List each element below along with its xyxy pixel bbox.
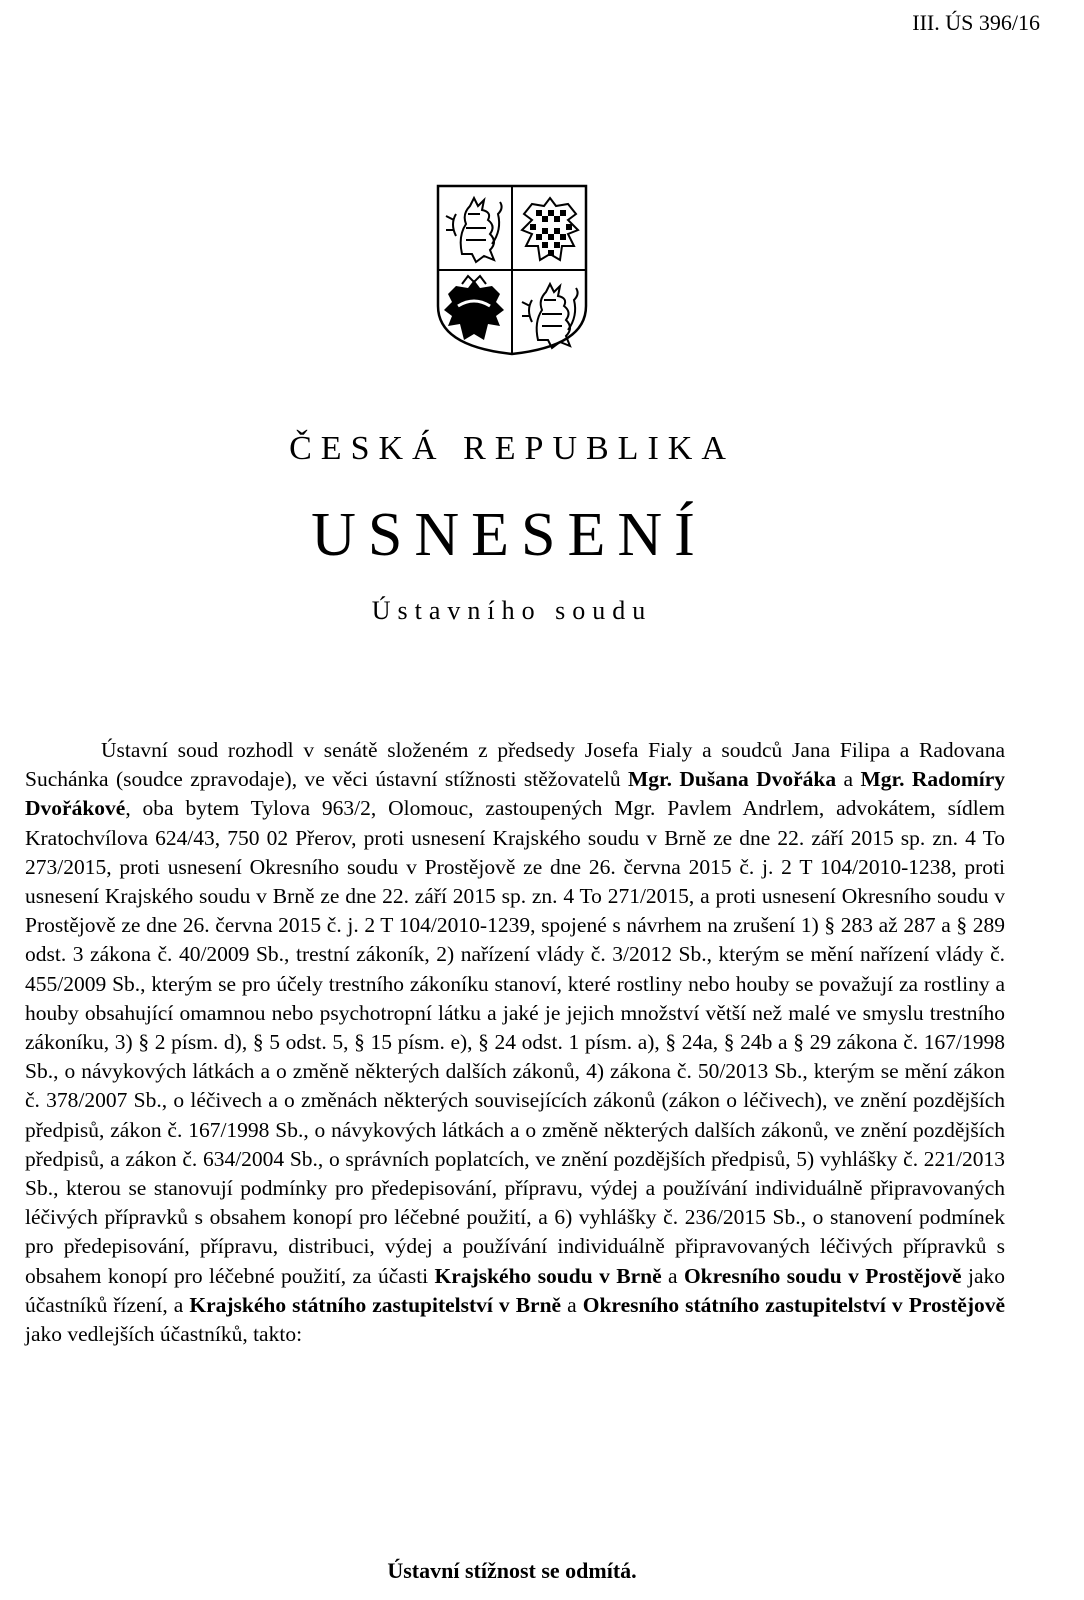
decision-preamble	[25, 736, 1005, 1349]
preamble-text: , oba bytem Tylova 963/2, Olomouc, zastoupených Mgr. Pavlem Andrlem, advokátem, sídlem Kratochvílova 624/43, 750 02 Přerov, proti usnesení Krajského soudu v Brně ze dne 22. září 2015 sp. zn. 4 To 273/2015, proti usnesení Okresního soudu v Prostějově ze dne 26. června 2015 č. j. 2 T 104/2010-1238, proti usnesení Krajského soudu v Brně ze dne 22. září 2015 sp. zn. 4 To 271/2015, a proti usnesení Okresního soudu v Prostějově ze dne 26. června 2015 č. j. 2 T 104/2010-1239, spojené s návrhem na zrušení 1) § 283 až 287 a § 289 odst. 3 zákona č. 40/2009 Sb., trestní zákoník, 2) nařízení vlády č. 3/2012 Sb., kterým se mění nařízení vlády č. 455/2009 Sb., kterým se pro účely trestního zákoníku stanoví, které rostliny nebo houby se považují za rostliny a houby obsahující omamnou nebo psychotropní látku a jaké je jejich množství větší než malé ve smyslu trestního zákoníku, 3) § 2 písm. d), § 5 odst. 5, § 15 písm. e), § 24 odst. 1 písm. a), § 24a, § 24b a § 29 zákona č. 167/1998 Sb., o návykových látkách a o změně některých dalších zákonů, 4) zákona č. 50/2013 Sb., kterým se mění zákon č. 378/2007 Sb., o léčivech a o změnách některých souvisejících zákonů (zákon o léčivech), ve znění pozdějších předpisů, zákon č. 167/1998 Sb., o návykových látkách a o změně některých dalších zákonů, ve znění pozdějších předpisů, a zákon č. 634/2004 Sb., o správních poplatcích, ve znění pozdějších předpisů, 5) vyhlášky č. 221/2013 Sb., kterou se stanovují podmínky pro předepisování, přípravu, výdej a používání individuálně připravovaných léčivých přípravků s obsahem konopí pro léčebné použití, a 6) vyhlášky č. 236/2015 Sb., o stanovení podmínek pro předepisování, přípravu, distribuci, výdej a používání individuálně připravovaných léčivých přípravků s obsahem konopí pro léčebné použití, za účasti	[25, 796, 1005, 1288]
preamble-text: a	[661, 1263, 684, 1288]
czech-coat-of-arms-icon	[436, 184, 588, 356]
party-name: Krajského státního zastupitelství v Brně	[189, 1292, 562, 1317]
party-name: Okresního státního zastupitelství v Prostějově	[582, 1292, 1006, 1317]
preamble-text: Ústavní soud rozhodl v senátě složeném z předsedy Josefa Fialy a soudců Jana Filipa a Radovana Suchánka (soudce zpravodaje), ve věci ústavní stížnosti stěžovatelů	[25, 738, 1005, 792]
verdict: Ústavní stížnost se odmítá.	[387, 1558, 637, 1583]
document-type-heading: USNESENÍ	[311, 501, 707, 569]
preamble-text: a	[561, 1292, 583, 1317]
party-name: Mgr. Dušana Dvořáka	[628, 767, 837, 792]
party-name: Okresního soudu v Prostějově	[683, 1263, 962, 1288]
case-number: III. ÚS 396/16	[912, 10, 1040, 35]
country-heading: ČESKÁ REPUBLIKA	[289, 430, 735, 467]
preamble-text: a	[836, 767, 861, 792]
court-heading: Ústavního soudu	[371, 596, 653, 625]
preamble-text: jako účastníků řízení, a	[25, 1263, 1005, 1317]
party-name: Mgr. Radomíry Dvořákové	[25, 767, 1005, 821]
preamble-text: jako vedlejších účastníků, takto:	[25, 1322, 303, 1347]
party-name: Krajského soudu v Brně	[434, 1263, 662, 1288]
